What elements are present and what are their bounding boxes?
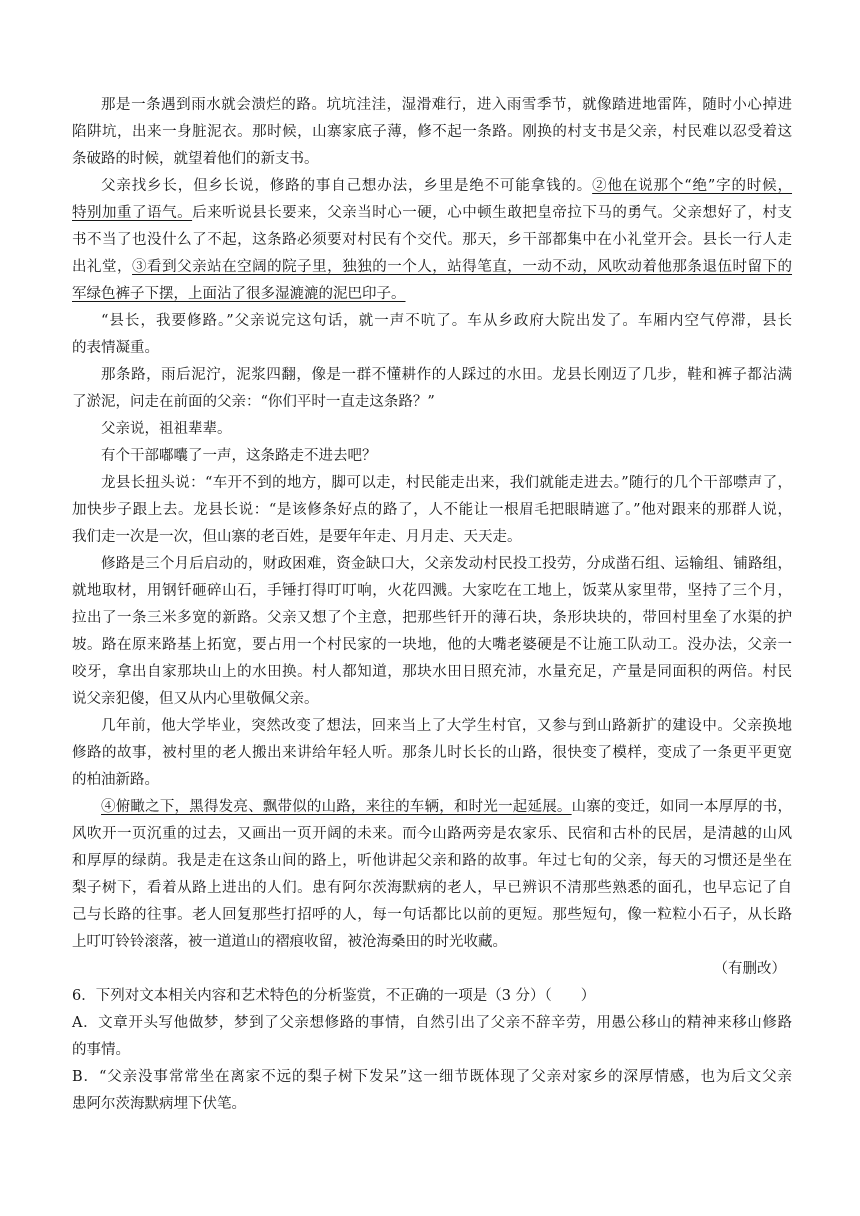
text-line xyxy=(72,875,792,902)
underlined-sentence-4: ④俯瞰之下，黑得发亮、飘带似的山路，来往的车辆，和时光一起延展。 xyxy=(101,799,572,815)
text-line xyxy=(72,389,792,416)
text-segment: 梨子树下，看着从路上进出的人们。患有阿尔茨海默病的老人，早已辨识不清那些熟悉的面孔，也早忘记了自 xyxy=(72,880,792,896)
text-segment: 咬牙，拿出自家那块山上的水田换。村人都知道，那块水田日照充沛，水量充足，产量是同面积的两倍。村民 xyxy=(72,664,792,680)
option-b xyxy=(72,1064,792,1118)
text-line xyxy=(72,281,792,308)
article-paragraph xyxy=(72,443,792,470)
article-paragraph xyxy=(72,92,792,173)
text-segment: 坡。路在原来路基上拓宽，要占用一个村民家的一块地，他的大嘴老婆硬是不让施工队动工。没办法，父亲一 xyxy=(72,637,792,653)
text-line xyxy=(72,92,792,119)
text-line xyxy=(72,335,792,362)
text-segment: 和厚厚的绿荫。我是走在这条山间的路上，听他讲起父亲和路的故事。年过七旬的父亲，每天的习惯还是坐在 xyxy=(72,853,792,869)
option-line: 的事情。 xyxy=(72,1042,130,1058)
underlined-sentence-2: ②他在说那个“绝”字的时候， xyxy=(592,178,793,194)
article-paragraph xyxy=(72,794,792,956)
text-line xyxy=(72,146,792,173)
text-segment: 父亲找乡长，但乡长说，修路的事自己想办法，乡里是绝不可能拿钱的。 xyxy=(101,178,593,194)
text-segment: 加快步子跟上去。龙县长说：“是该修条好点的路了，人不能让一根眉毛把眼睛遮了。”他对跟来的那群人说， xyxy=(72,502,792,518)
text-segment: 就地取材，用钢钎砸碎山石，手锤打得叮叮响，火花四溅。大家吃在工地上，饭菜从家里带，坚持了三个月， xyxy=(72,583,792,599)
text-line xyxy=(72,767,792,794)
text-line xyxy=(72,605,792,632)
text-segment: 陷阱坑，出来一身脏泥衣。那时候，山寨家底子薄，修不起一条路。刚换的村支书是父亲，村民难以忍受着这 xyxy=(72,124,792,140)
page-content xyxy=(72,92,792,1118)
option-a xyxy=(72,1010,792,1064)
text-line xyxy=(72,659,792,686)
text-segment: 那是一条遇到雨水就会溃烂的路。坑坑洼洼，湿滑难行，进入雨雪季节，就像踏进地雷阵，随时小心掉进 xyxy=(101,97,792,113)
text-segment: 说父亲犯傻，但又从内心里敬佩父亲。 xyxy=(72,691,319,707)
article-paragraph xyxy=(72,713,792,794)
text-segment: 风吹开一页沉重的过去，又画出一页开阔的未来。而今山路两旁是农家乐、民宿和古朴的民居，是清越的山风 xyxy=(72,826,792,842)
text-line xyxy=(72,551,792,578)
text-segment: 出礼堂， xyxy=(72,259,133,275)
text-segment: 的表情凝重。 xyxy=(72,340,159,356)
text-segment: 后来听说县长要来，父亲当时心一硬，心中顿生敢把皇帝拉下马的勇气。父亲想好了，村支 xyxy=(192,205,793,221)
article-paragraph xyxy=(72,308,792,362)
question-stem: 6．下列对文本相关内容和艺术特色的分析鉴赏，不正确的一项是（3 分）（ ） xyxy=(72,988,596,1004)
article-paragraph xyxy=(72,470,792,551)
text-segment: 修路的故事，被村里的老人搬出来讲给年轻人听。那条儿时长长的山路，很快变了模样，变成了一条更平更宽 xyxy=(72,745,792,761)
article-paragraph xyxy=(72,416,792,443)
text-segment: 山寨的变迁，如同一本厚厚的书， xyxy=(571,799,792,815)
text-segment: 几年前，他大学毕业，突然改变了想法，回来当上了大学生村官，又参与到山路新扩的建设中。父亲换地 xyxy=(101,718,792,734)
text-line xyxy=(72,524,792,551)
text-line xyxy=(72,578,792,605)
option-line: B．“父亲没事常常坐在离家不远的梨子树下发呆”这一细节既体现了父亲对家乡的深厚情感，也为后文父亲 xyxy=(72,1069,792,1085)
text-segment: 我们走一次是一次，但山寨的老百姓，是要年年走、月月走、天天走。 xyxy=(72,529,522,545)
text-segment: 修路是三个月后启动的，财政困难，资金缺口大，父亲发动村民投工投劳，分成凿石组、运输组、铺路组， xyxy=(101,556,792,572)
source-note: （有删改） xyxy=(713,961,786,977)
underlined-sentence-3: 军绿色裤子下摆，上面沾了很多湿漉漉的泥巴印子。 xyxy=(72,286,406,302)
text-segment: 条破路的时候，就望着他们的新支书。 xyxy=(72,151,319,167)
text-line xyxy=(72,173,792,200)
text-line xyxy=(72,308,792,335)
text-segment: 了淤泥，问走在前面的父亲：“你们平时一直走这条路？” xyxy=(72,394,435,410)
article-paragraph xyxy=(72,362,792,416)
text-line xyxy=(72,902,792,929)
text-line xyxy=(72,821,792,848)
text-line xyxy=(72,632,792,659)
text-line xyxy=(72,227,792,254)
text-line xyxy=(72,443,792,470)
reading-article xyxy=(72,92,792,983)
option-line: 患阿尔茨海默病埋下伏笔。 xyxy=(72,1096,246,1112)
text-segment: 龙县长扭头说：“车开不到的地方，脚可以走，村民能走出来，我们就能走进去。”随行的几个干部噤声了， xyxy=(101,475,792,491)
text-segment: 父亲说，祖祖辈辈。 xyxy=(101,421,232,437)
text-line xyxy=(72,848,792,875)
article-paragraph xyxy=(72,173,792,308)
text-line xyxy=(72,497,792,524)
text-line xyxy=(72,713,792,740)
underlined-sentence-3: ③看到父亲站在空阔的院子里，独独的一个人，站得笔直，一动不动，风吹动着他那条退伍时留下的 xyxy=(132,259,793,275)
text-segment: 书不当了也没什么了不起，这条路必须要对村民有个交代。那天，乡干部都集中在小礼堂开会。县长一行人走 xyxy=(72,232,792,248)
text-line xyxy=(72,794,792,821)
text-segment: 拉出了一条三米多宽的新路。父亲又想了个主意，把那些钎开的薄石块，条形块块的，带回村里垒了水渠的护 xyxy=(72,610,792,626)
option-line: A．文章开头写他做梦，梦到了父亲想修路的事情，自然引出了父亲不辞辛劳，用愚公移山的精神来移山修路 xyxy=(72,1015,792,1031)
text-line xyxy=(72,929,792,956)
text-line xyxy=(72,119,792,146)
text-line xyxy=(72,470,792,497)
text-line xyxy=(72,686,792,713)
text-line xyxy=(72,740,792,767)
text-line xyxy=(72,200,792,227)
text-segment: 那条路，雨后泥泞，泥浆四翻，像是一群不懂耕作的人踩过的水田。龙县长刚迈了几步，鞋和裤子都沾满 xyxy=(101,367,792,383)
text-line xyxy=(72,416,792,443)
text-line xyxy=(72,254,792,281)
text-segment: 己与长路的往事。老人回复那些打招呼的人，每一句话都比以前的更短。那些短句，像一粒粒小石子，从长路 xyxy=(72,907,792,923)
text-segment: “县长，我要修路。”父亲说完这句话，就一声不吭了。车从乡政府大院出发了。车厢内空气停滞，县长 xyxy=(101,313,792,329)
text-line xyxy=(72,362,792,389)
question-6 xyxy=(72,983,792,1118)
article-paragraph xyxy=(72,551,792,713)
text-segment: 上叮叮铃铃滚落，被一道道山的褶痕收留，被沧海桑田的时光收藏。 xyxy=(72,934,507,950)
text-segment: 的柏油新路。 xyxy=(72,772,159,788)
text-segment: 有个干部嘟囔了一声，这条路走不进去吧？ xyxy=(101,448,377,464)
underlined-sentence-2: 特别加重了语气。 xyxy=(72,205,193,221)
